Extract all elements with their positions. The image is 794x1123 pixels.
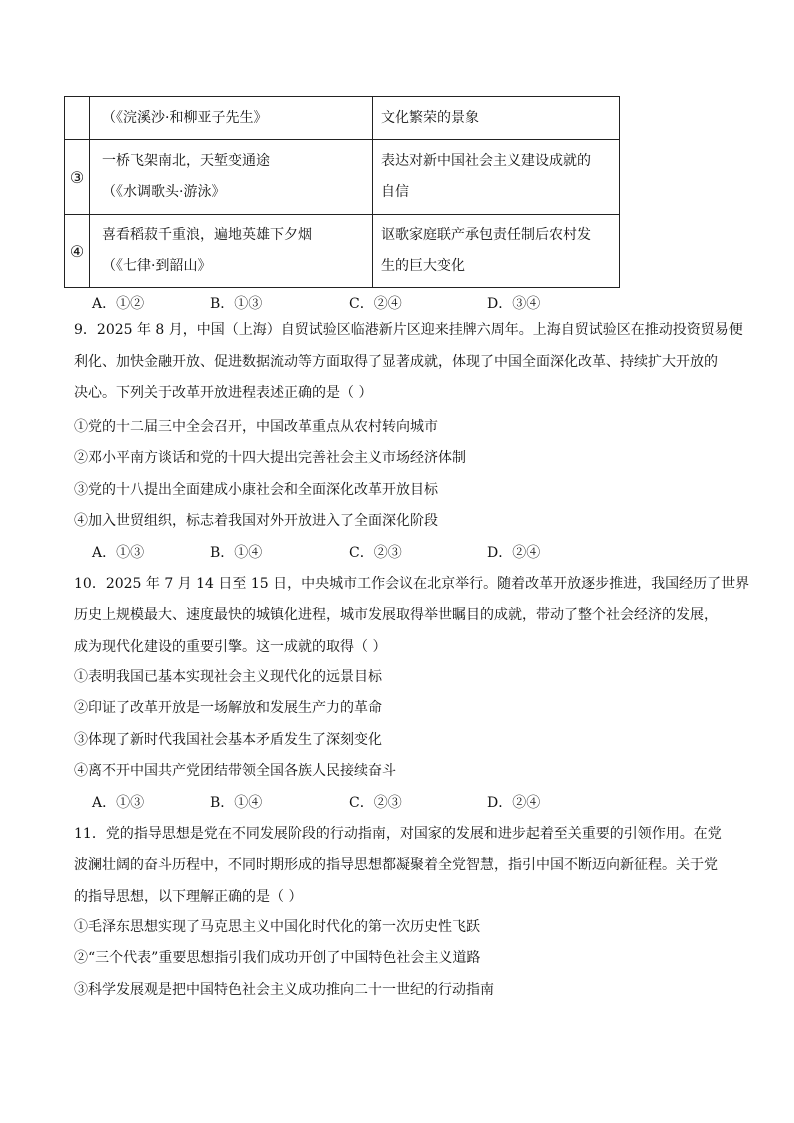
table-row (65, 215, 620, 288)
option-c[interactable]: C．②③ (349, 545, 402, 561)
option-d[interactable]: D．③④ (487, 296, 541, 312)
meaning-line: 讴歌家庭联产承包责任制后农村发 (381, 227, 591, 243)
q9-item: ①党的十二届三中全会召开，中国改革重点从农村转向城市 (74, 419, 438, 435)
poem-line: （《七律·到韶山》 (102, 258, 212, 274)
option-b[interactable]: B．①④ (210, 795, 263, 811)
poem-cell (90, 215, 373, 288)
meaning-line: 自信 (381, 184, 409, 200)
q9-stem-line: 利化、加快金融开放、促进数据流动等方面取得了显著成就，体现了中国全面深化改革、持续扩大开放的 (74, 354, 718, 370)
q9-item: ④加入世贸组织，标志着我国对外开放进入了全面深化阶段 (74, 513, 438, 529)
option-b[interactable]: B．①③ (210, 296, 263, 312)
option-c[interactable]: C．②③ (349, 795, 402, 811)
q10-item: ①表明我国已基本实现社会主义现代化的远景目标 (74, 669, 382, 685)
row-number: ③ (65, 140, 90, 215)
q9-stem-line: 9．2025 年 8 月，中国（上海）自贸试验区临港新片区迎来挂牌六周年。上海自贸试验区在推动投资贸易便 (74, 322, 743, 338)
meaning-cell (373, 140, 620, 215)
q9-options (92, 542, 612, 562)
meaning-cell (373, 215, 620, 288)
option-d[interactable]: D．②④ (487, 545, 541, 561)
option-d[interactable]: D．②④ (487, 795, 541, 811)
meaning-cell (373, 97, 620, 140)
table-row (65, 97, 620, 140)
meaning-line: 文化繁荣的景象 (381, 109, 479, 126)
poem-cell (90, 140, 373, 215)
q8-options (92, 293, 612, 313)
q10-item: ②印证了改革开放是一场解放和发展生产力的革命 (74, 700, 382, 716)
q11-stem-line: 波澜壮阔的奋斗历程中，不同时期形成的指导思想都凝聚着全党智慧，指引中国不断迈向新征程。关于党 (74, 857, 718, 873)
table-row (65, 140, 620, 215)
q11-item: ①毛泽东思想实现了马克思主义中国化时代化的第一次历史性飞跃 (74, 919, 480, 935)
poem-line: （《水调歌头·游泳》 (102, 184, 226, 200)
meaning-line: 表达对新中国社会主义建设成就的 (381, 153, 591, 169)
q11-stem-line: 11．党的指导思想是党在不同发展阶段的行动指南，对国家的发展和进步起着至关重要的引领作用。在党 (74, 826, 722, 842)
q10-options (92, 792, 612, 812)
row-number: ④ (65, 215, 90, 288)
q9-item: ③党的十八提出全面建成小康社会和全面深化改革开放目标 (74, 482, 438, 498)
meaning-line: 生的巨大变化 (381, 258, 465, 274)
poem-cell (90, 97, 373, 140)
q10-stem-line: 历史上规模最大、速度最快的城镇化进程，城市发展取得举世瞩目的成就，带动了整个社会经济的发展， (74, 607, 718, 623)
option-b[interactable]: B．①④ (210, 545, 263, 561)
q11-item: ③科学发展观是把中国特色社会主义成功推向二十一世纪的行动指南 (74, 982, 494, 998)
row-number (65, 97, 90, 140)
poem-table (64, 96, 620, 288)
q11-stem-line: 的指导思想，以下理解正确的是（ ） (74, 889, 303, 905)
option-a[interactable]: A．①③ (92, 545, 145, 561)
option-a[interactable]: A．①③ (92, 795, 145, 811)
q9-stem-line: 决心。下列关于改革开放进程表述正确的是（ ） (74, 385, 373, 401)
q10-stem-line: 10．2025 年 7 月 14 日至 15 日，中央城市工作会议在北京举行。随着改革开放逐步推进，我国经历了世界 (74, 576, 750, 592)
q10-item: ④离不开中国共产党团结带领全国各族人民接续奋斗 (74, 763, 396, 779)
q10-stem-line: 成为现代化建设的重要引擎。这一成就的取得（ ） (74, 639, 387, 655)
q9-item: ②邓小平南方谈话和党的十四大提出完善社会主义市场经济体制 (74, 450, 466, 466)
q11-item: ②“三个代表”重要思想指引我们成功开创了中国特色社会主义道路 (74, 950, 481, 966)
poem-line: 喜看稻菽千重浪，遍地英雄下夕烟 (102, 227, 312, 243)
poem-line: 一桥飞架南北，天堑变通途 (102, 153, 270, 169)
option-c[interactable]: C．②④ (349, 296, 402, 312)
q10-item: ③体现了新时代我国社会基本矛盾发生了深刻变化 (74, 732, 382, 748)
option-a[interactable]: A．①② (92, 296, 145, 312)
poem-line: （《浣溪沙·和柳亚子先生》 (102, 109, 268, 126)
